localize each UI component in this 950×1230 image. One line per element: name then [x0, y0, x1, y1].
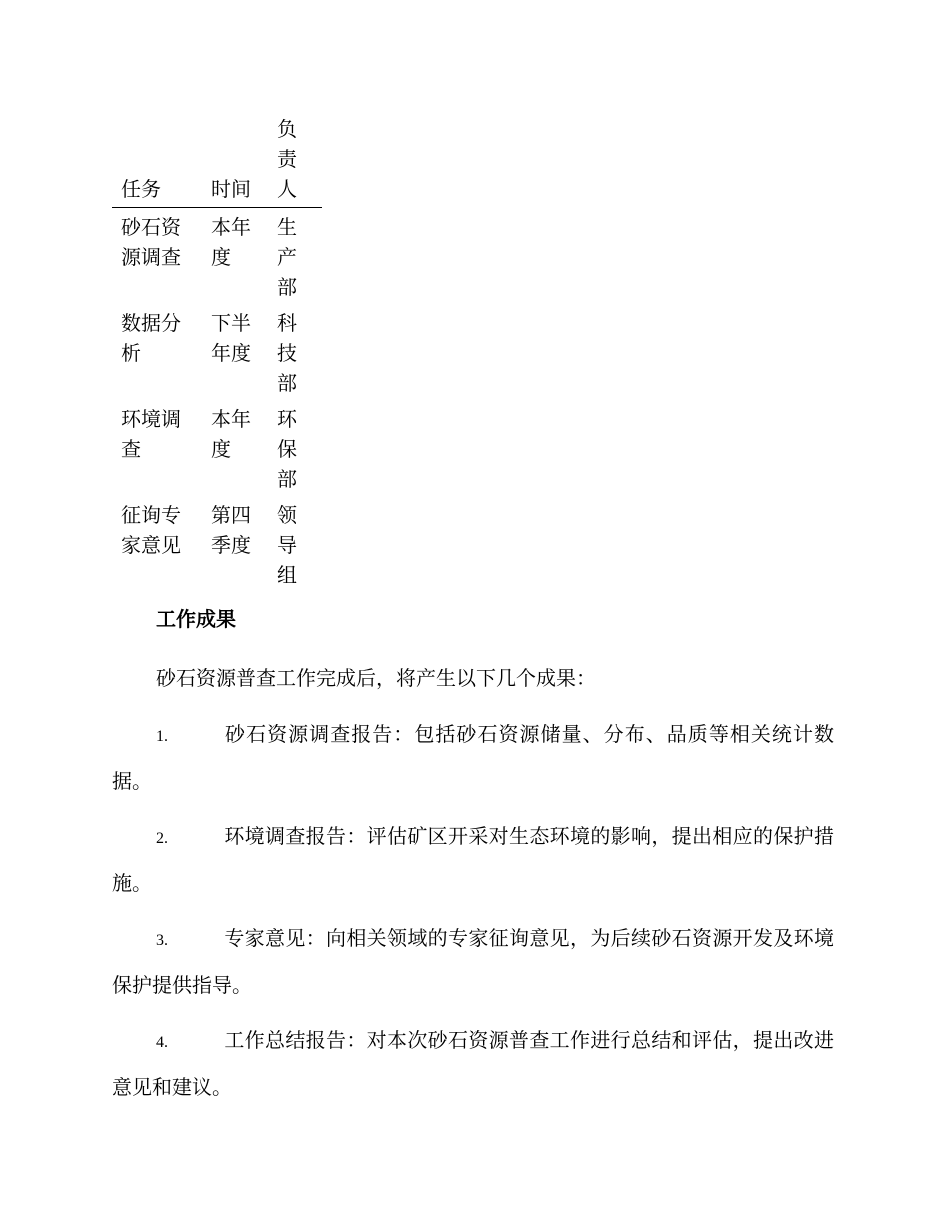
- list-item: [112, 1018, 834, 1109]
- list-item-text: 专家意见：向相关领域的专家征询意见，为后续砂石资源开发及环境保护提供指导。: [112, 926, 834, 997]
- header-owner-label: 负责人: [277, 117, 297, 201]
- task-text: 数据分析: [121, 311, 181, 365]
- header-task-label: 任务: [121, 177, 161, 201]
- task-cell: [112, 404, 211, 500]
- task-cell: [112, 208, 211, 309]
- section-heading: 工作成果: [156, 607, 236, 631]
- owner-text: 生产部: [277, 215, 297, 299]
- list-item-number: 2.: [156, 830, 168, 847]
- task-text: 砂石资源调查: [121, 215, 181, 269]
- task-table: [112, 114, 322, 596]
- owner-text: 环保部: [277, 407, 297, 491]
- table-row: [112, 208, 322, 309]
- list-item: [112, 916, 834, 1007]
- time-text: 下半年度: [211, 311, 251, 365]
- time-text: 本年度: [211, 215, 251, 269]
- table-row: [112, 308, 322, 404]
- list-item-text: 砂石资源调查报告：包括砂石资源储量、分布、品质等相关统计数据。: [112, 722, 834, 793]
- header-owner: [277, 114, 322, 208]
- list-item-number: 3.: [156, 932, 168, 949]
- time-text: 第四季度: [211, 503, 251, 557]
- time-text: 本年度: [211, 407, 251, 461]
- time-cell: [211, 500, 277, 596]
- table-row: [112, 404, 322, 500]
- task-cell: [112, 308, 211, 404]
- time-cell: [211, 404, 277, 500]
- task-text: 环境调查: [121, 407, 181, 461]
- list-item-text: 环境调查报告：评估矿区开采对生态环境的影响，提出相应的保护措施。: [112, 824, 834, 895]
- owner-text: 科技部: [277, 311, 297, 395]
- time-cell: [211, 308, 277, 404]
- table-header-row: [112, 114, 322, 208]
- header-time-label: 时间: [211, 177, 251, 201]
- intro-paragraph: 砂石资源普查工作完成后，将产生以下几个成果：: [156, 666, 596, 690]
- task-text: 征询专家意见: [121, 503, 181, 557]
- owner-cell: [277, 404, 322, 500]
- task-cell: [112, 500, 211, 596]
- list-item: [112, 712, 834, 803]
- time-cell: [211, 208, 277, 309]
- owner-text: 领导组: [277, 503, 297, 587]
- list-item-text: 工作总结报告：对本次砂石资源普查工作进行总结和评估，提出改进意见和建议。: [112, 1028, 834, 1099]
- header-task: [112, 114, 211, 208]
- task-table-body: [112, 208, 322, 597]
- list-item-number: 4.: [156, 1034, 168, 1051]
- list-item: [112, 814, 834, 905]
- owner-cell: [277, 308, 322, 404]
- owner-cell: [277, 208, 322, 309]
- task-table-header: [112, 114, 322, 208]
- table-row: [112, 500, 322, 596]
- header-time: [211, 114, 277, 208]
- list-item-number: 1.: [156, 728, 168, 745]
- owner-cell: [277, 500, 322, 596]
